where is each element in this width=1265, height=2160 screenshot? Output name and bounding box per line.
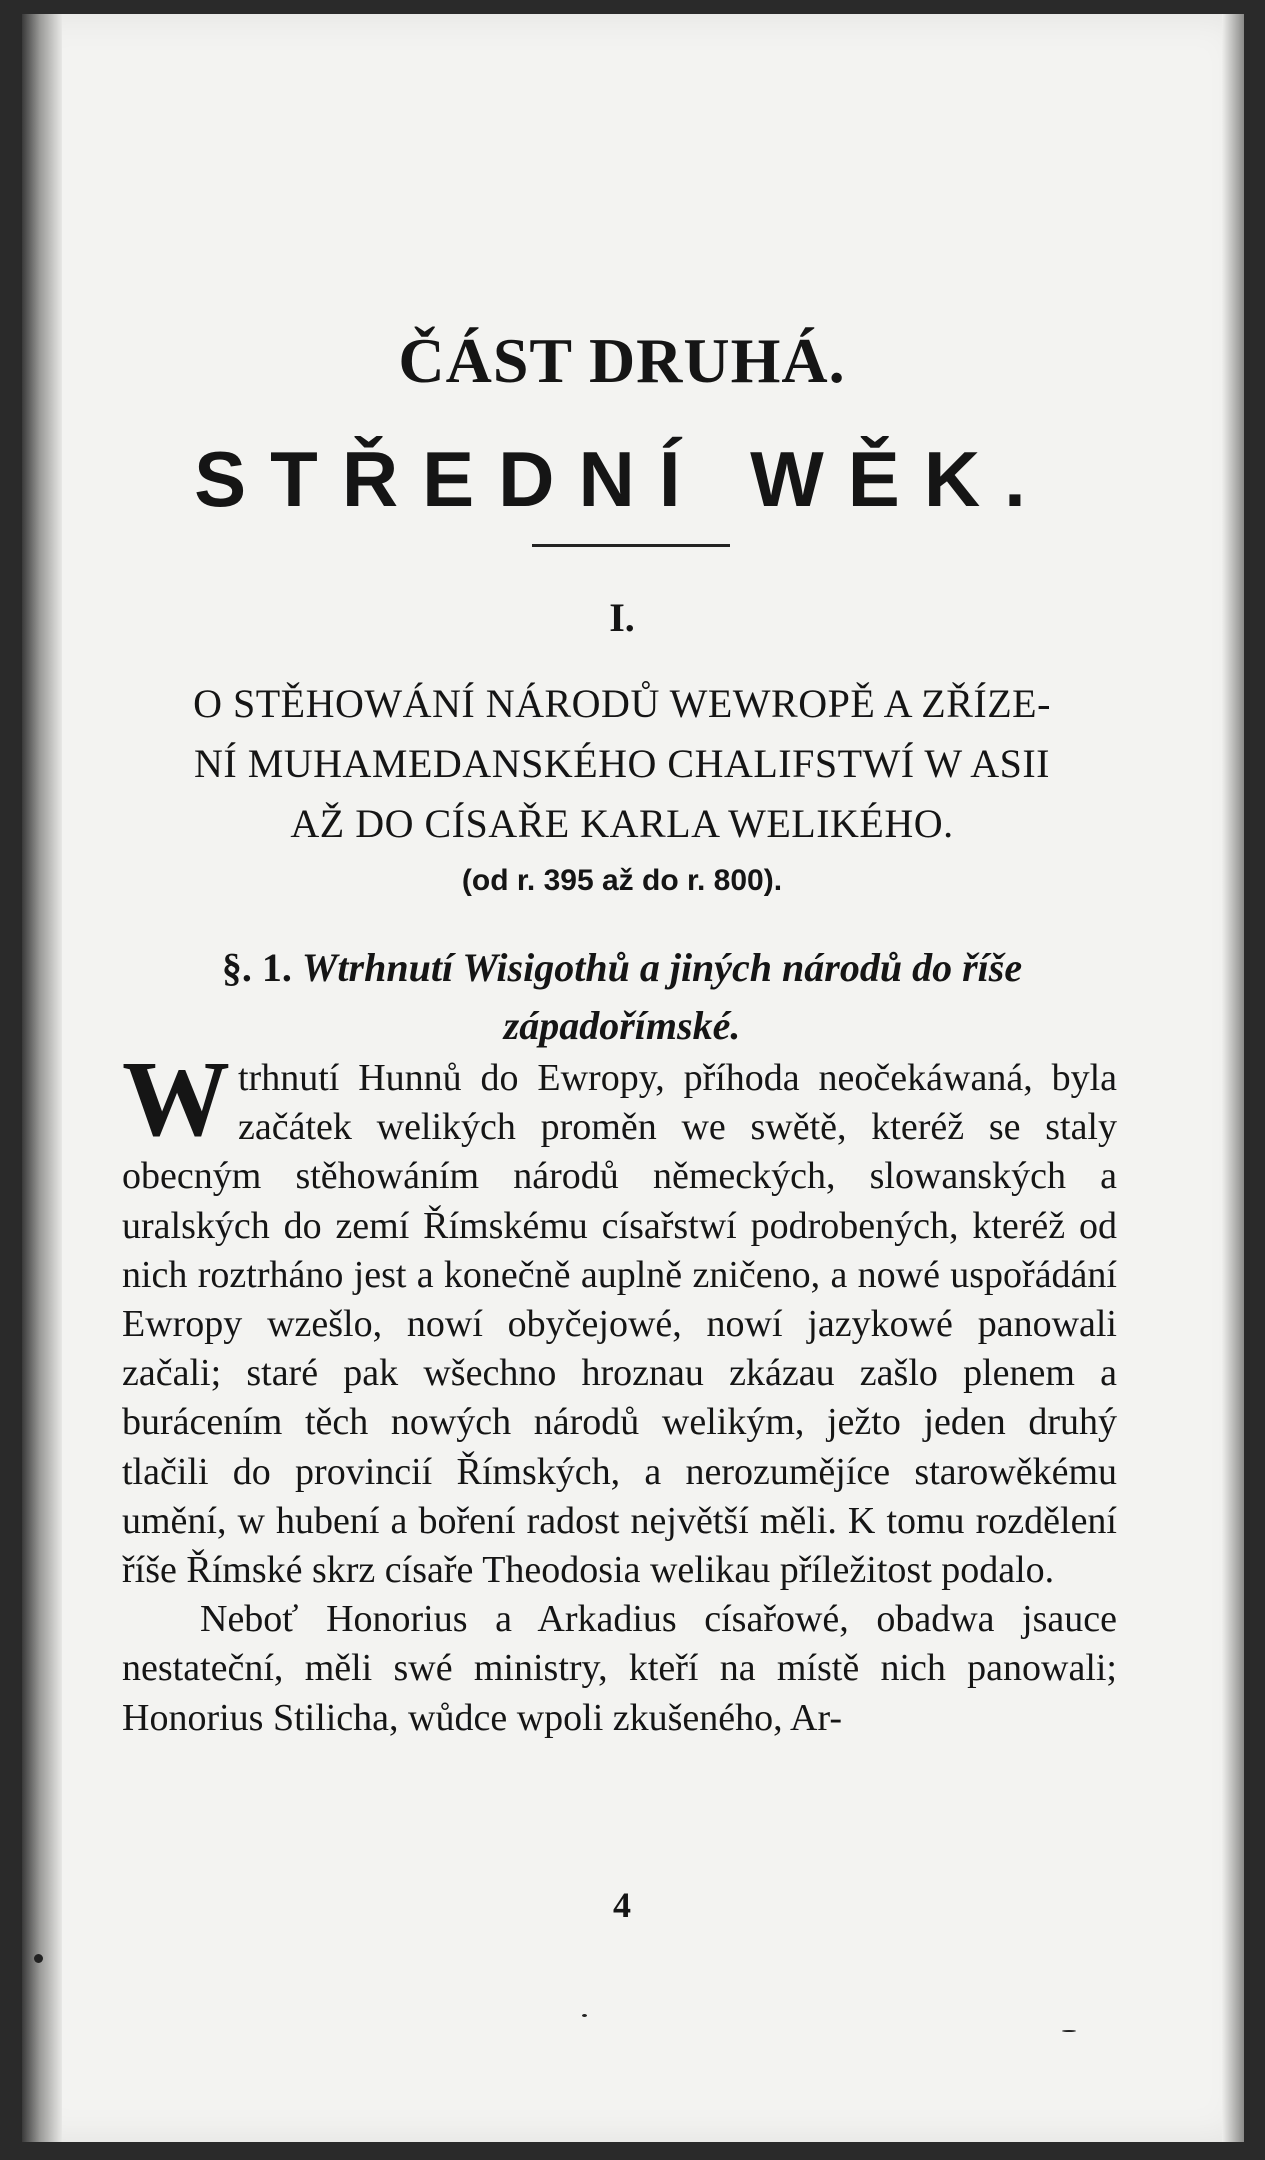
chapter-dates: (od r. 395 až do r. 800). [461, 864, 783, 897]
section-title: Wtrhnutí Wisigothů a jiných národů do říše [301, 945, 1023, 990]
divider-rule [532, 544, 730, 547]
chapter-title-line: NÍ MUHAMEDANSKÉHO CHALIFSTWÍ W ASII [193, 741, 1050, 786]
body-text [122, 1040, 1117, 1743]
page-edge-shadow [1222, 14, 1244, 2142]
book-spine-shadow [22, 14, 62, 2142]
chapter-title [122, 674, 1122, 854]
part-heading: ČÁST DRUHÁ. [398, 325, 846, 396]
page-signature: 4 [613, 1885, 631, 1925]
drop-cap: W [122, 1040, 230, 1159]
paragraph-text: trhnutí Hunnů do Ewropy, příhoda neočekáwaná, byla začátek welikých proměn we swětě, kteréž se staly obecným stěhowáním národů německých, slowanských a uralských do zemí Římskému císařstwí podrobených, kteréž od nich roztrháno jest a konečně auplně zničeno, a nowé uspořádání Ewropy wzešlo, nowí obyčejowé, nowí jazykowé panowali začali; staré pak wšechno hroznau zkázau zašlo plenem a burácením těch nowých národů welikým, ježto jeden druhý tlačili do provincií Římských, a nerozumějíce starowěkému umění, w hubení a boření radost největší měli. K tomu rozdělení říše Římské skrz císaře Theodosia welikau příležitost podalo. [122, 1057, 1117, 1592]
chapter-title-line: AŽ DO CÍSAŘE KARLA WELIKÉHO. [290, 801, 954, 846]
chapter-number: I. [609, 595, 635, 640]
chapter-title-line: O STĚHOWÁNÍ NÁRODŮ WEWROPĚ A ZŘÍZE- [193, 681, 1051, 726]
paragraph [122, 1040, 1117, 1595]
ink-speck [582, 2014, 587, 2017]
section-number: §. 1. [221, 945, 292, 990]
era-heading: STŘEDNÍ WĚK. [194, 435, 1050, 523]
ink-speck [34, 1954, 43, 1963]
paragraph: Neboť Honorius a Arkadius císařowé, obadwa jsauce nestateční, měli swé ministry, kteří na místě nich panowali; Honorius Stilicha, wůdce wpoli zkušeného, Ar- [122, 1598, 1117, 1739]
section-heading [122, 939, 1122, 1055]
book-page [22, 14, 1244, 2142]
section-title-line: západořímské. [503, 1003, 741, 1048]
ink-speck [1062, 2030, 1076, 2032]
